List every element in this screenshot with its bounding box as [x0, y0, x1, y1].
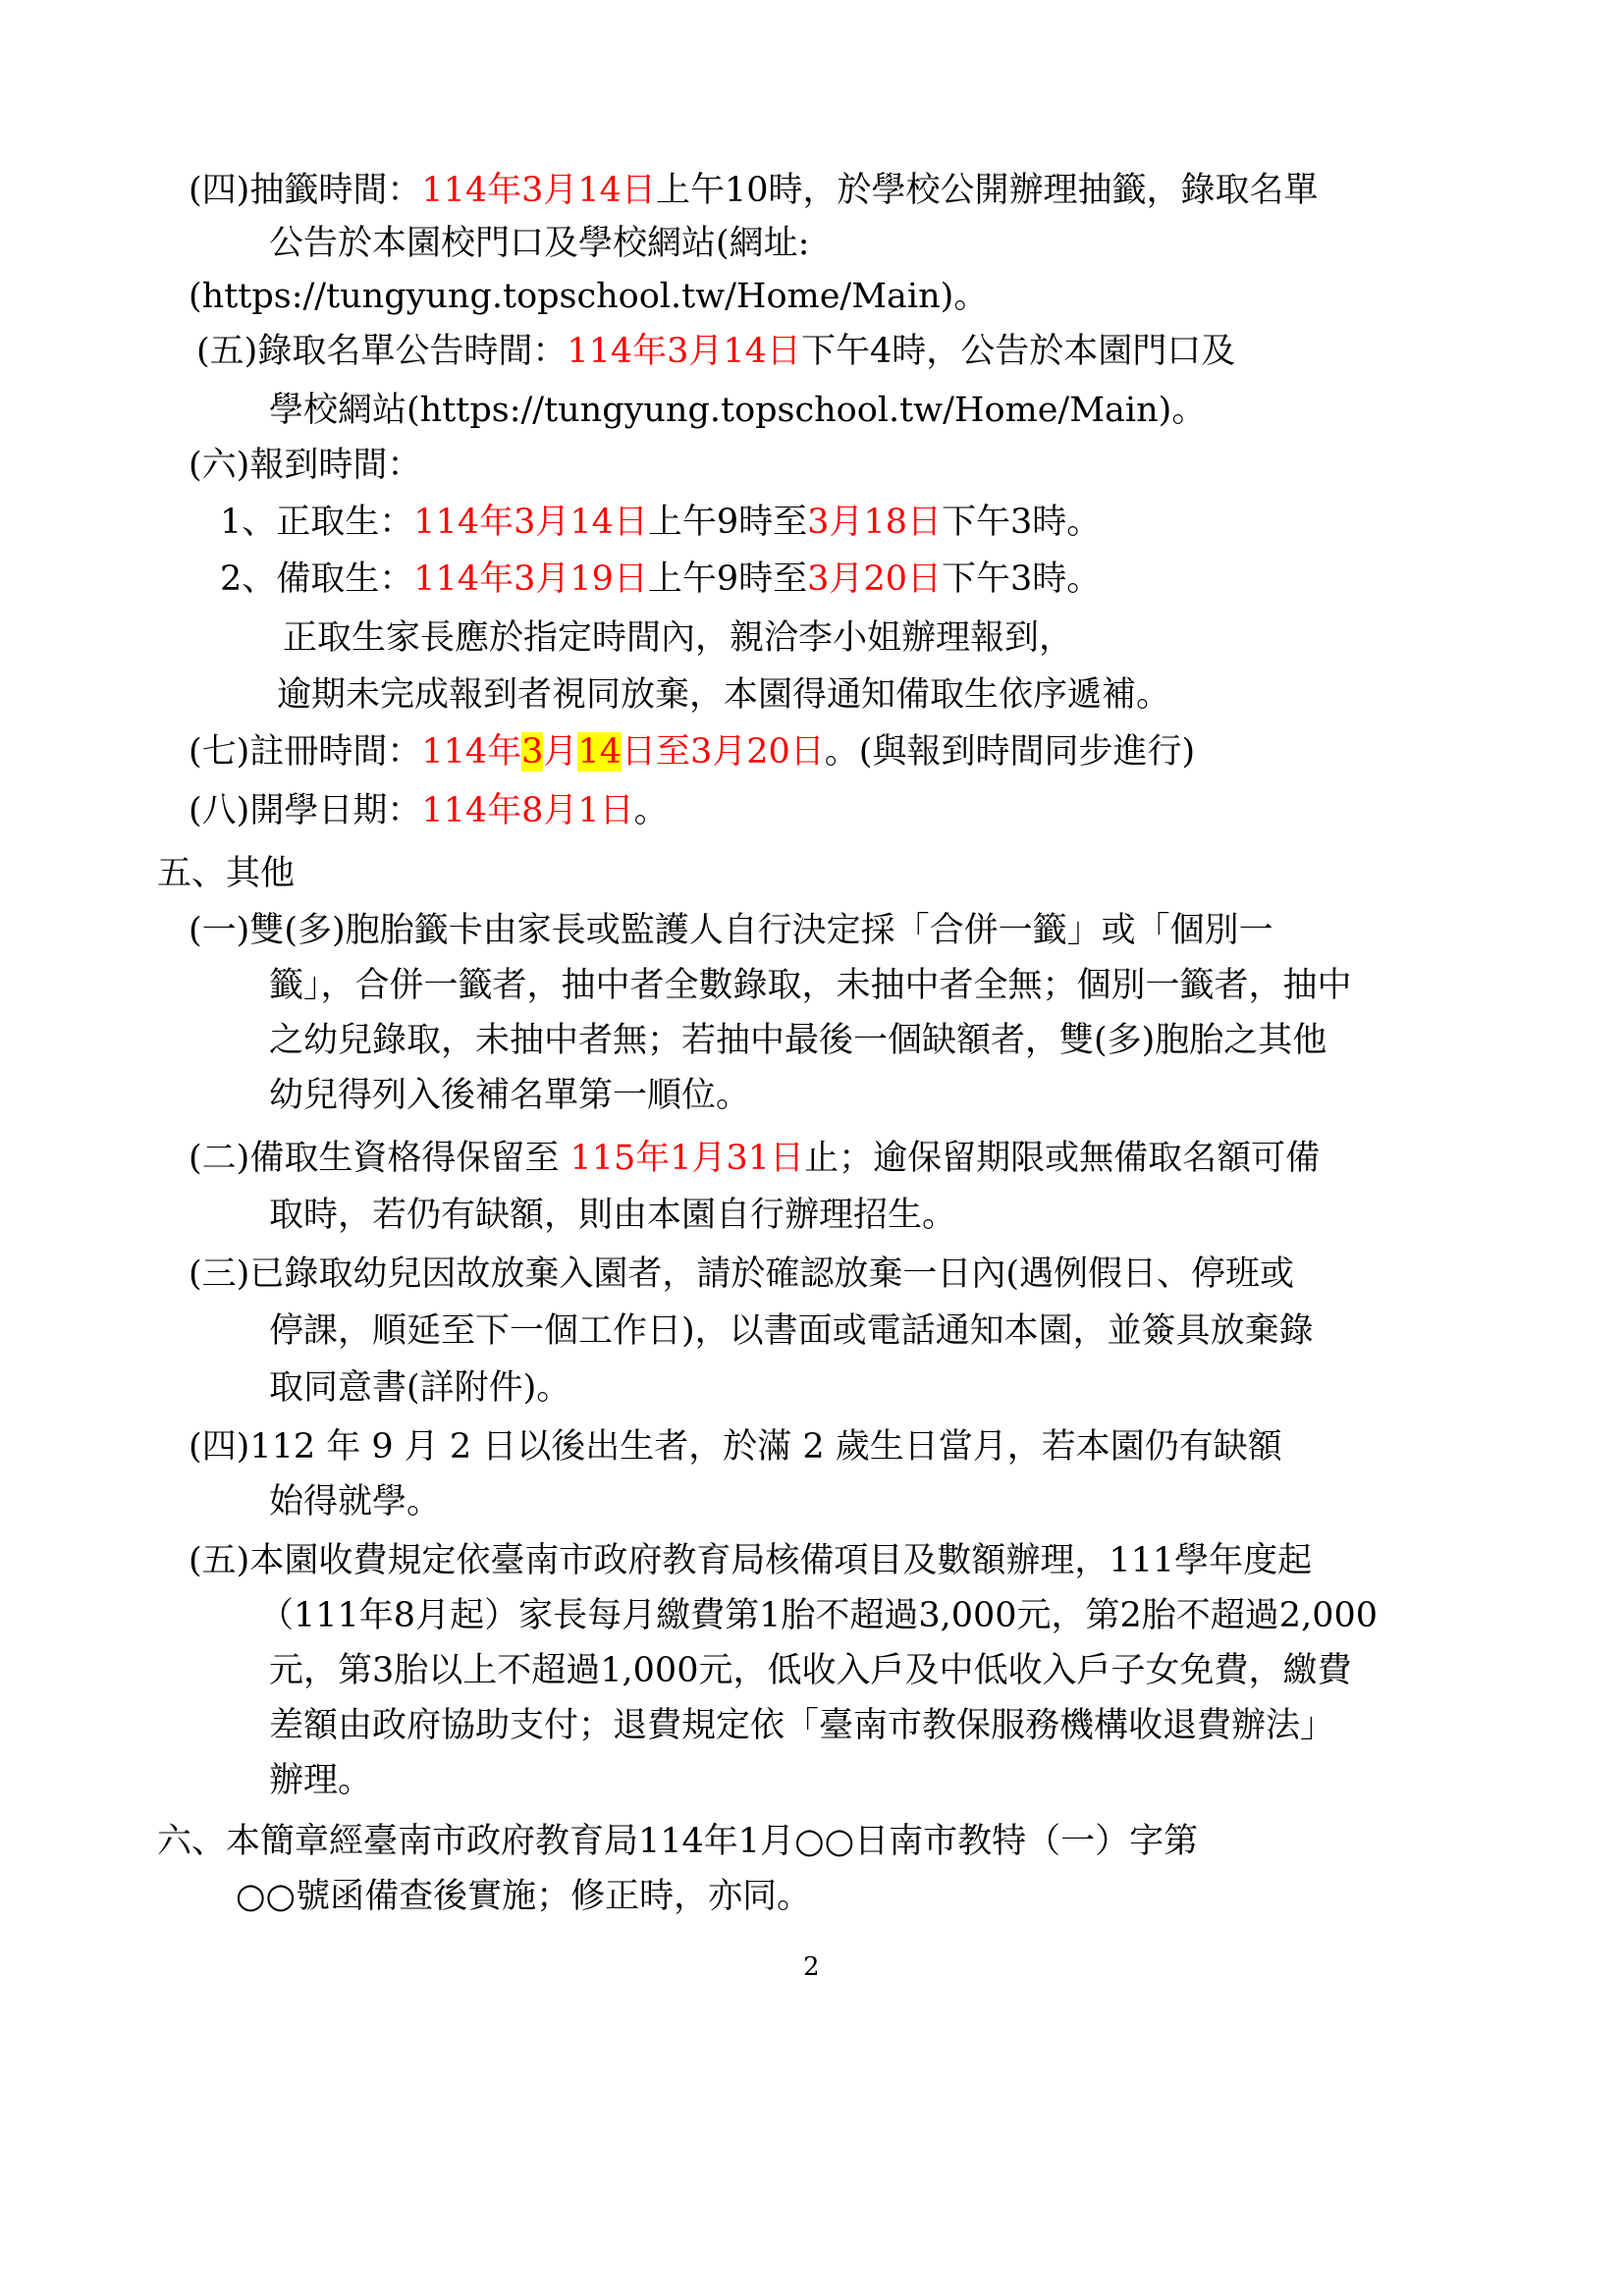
- month-char: 月: [543, 732, 578, 772]
- end-time: 下午3時。: [941, 503, 1102, 542]
- section-6-line-1: 六、本簡章經臺南市政府教育局114年1月○○日南市教特（一）字第: [157, 1822, 1199, 1861]
- fee-rule-line-2: （111年8月起）家長每月繳費第1胎不超過3,000元，第2胎不超過2,000: [259, 1596, 1379, 1635]
- twins-rule-line-4: 幼兒得列入後補名單第一順位。: [269, 1076, 751, 1115]
- twins-rule-line-3: 之幼兒錄取，未抽中者無；若抽中最後一個缺額者，雙(多)胞胎之其他: [269, 1021, 1327, 1060]
- waitlist-text-b: 止；逾保留期限或無備取名額可備: [804, 1139, 1321, 1178]
- item-label: 報到時間：: [249, 446, 422, 485]
- item-marker: (六): [189, 446, 250, 485]
- announcement-time-line-2: 學校網站(https://tungyung.topschool.tw/Home/Main)。: [269, 391, 1207, 430]
- item-marker: (一): [189, 911, 250, 950]
- item-marker: (三): [189, 1255, 250, 1294]
- fee-rule-line-4: 差額由政府協助支付；退費規定依「臺南市教保服務機構收退費辦法」: [269, 1706, 1335, 1745]
- waitlist-validity-line-1: [189, 1131, 1320, 1186]
- lottery-time-line-3: (https://tungyung.topschool.tw/Home/Main)。: [189, 277, 989, 316]
- start-date: 114年3月19日: [413, 560, 648, 599]
- waitlist-report-time: [220, 552, 1101, 607]
- lottery-time-line-2: 公告於本園校門口及學校網站(網址:: [269, 224, 810, 263]
- withdrawal-rule-line-2: 停課，順延至下一個工作日)，以書面或電話通知本園，並簽具放棄錄: [269, 1311, 1314, 1351]
- highlighted-day: 14: [577, 732, 622, 772]
- item-marker: (四): [189, 1427, 250, 1467]
- twins-rule-line-2: 籤」，合併一籤者，抽中者全數錄取，未抽中者全無；個別一籤者，抽中: [269, 966, 1352, 1005]
- section-6-line-2: ○○號函備查後實施；修正時，亦同。: [236, 1877, 812, 1916]
- item-marker: (四): [189, 171, 250, 210]
- withdrawal-rule-line-1: [189, 1247, 1294, 1302]
- item-marker: (二): [189, 1139, 250, 1178]
- report-note-line-1: 正取生家長應於指定時間內，親洽李小姐辦理報到，: [283, 618, 1074, 658]
- withdrawal-text: 已錄取幼兒因故放棄入園者，請於確認放棄一日內(遇例假日、停班或: [249, 1255, 1294, 1294]
- announcement-date: 114年3月14日: [567, 332, 801, 371]
- item-marker: (五): [189, 1541, 250, 1580]
- lottery-detail: 上午10時，於學校公開辦理抽籤，錄取名單: [655, 171, 1319, 210]
- end-date: 3月20日: [807, 560, 942, 599]
- waitlist-validity-line-2: 取時，若仍有缺額，則由本園自行辦理招生。: [269, 1196, 957, 1235]
- time-range: 上午9時至: [647, 560, 808, 599]
- registration-time-heading: [189, 438, 421, 493]
- start-date: 114年3月14日: [413, 503, 648, 542]
- age-rule-text: 112 年 9 月 2 日以後出生者，於滿 2 歲生日當月，若本園仍有缺額: [249, 1427, 1282, 1467]
- item-label: 錄取名單公告時間：: [257, 332, 568, 371]
- enrollment-time: [189, 724, 1195, 779]
- item-marker: (八): [189, 791, 250, 830]
- sub-label: 1、正取生：: [220, 503, 414, 542]
- item-marker: (七): [189, 732, 250, 772]
- enrollment-year: 114年: [421, 732, 522, 772]
- enrollment-note: 。(與報到時間同步進行): [824, 732, 1196, 772]
- fee-rule-line-3: 元，第3胎以上不超過1,000元，低收入戶及中低收入戶子女免費，繳費: [269, 1651, 1352, 1690]
- start-date: 114年8月1日: [421, 791, 634, 830]
- fee-rule-line-5: 辦理。: [269, 1761, 373, 1800]
- waitlist-deadline: 115年1月31日: [569, 1139, 805, 1178]
- item-label: 註冊時間：: [249, 732, 422, 772]
- section-5-heading: 五、其他: [157, 854, 296, 893]
- period-mark: 。: [633, 791, 669, 830]
- twins-rule-line-1: [189, 903, 1273, 958]
- waitlist-text-a: 備取生資格得保留至: [249, 1139, 570, 1178]
- end-date: 3月18日: [807, 503, 942, 542]
- lottery-time-line-1: [189, 163, 1318, 218]
- page-number: 2: [803, 1952, 820, 1982]
- age-rule-line-1: [189, 1419, 1282, 1474]
- item-marker: (五): [196, 332, 258, 371]
- time-range: 上午9時至: [647, 503, 808, 542]
- withdrawal-rule-line-3: 取同意書(詳附件)。: [269, 1368, 571, 1408]
- item-label: 抽籤時間：: [249, 171, 422, 210]
- fee-rule-line-1: [189, 1533, 1312, 1588]
- admitted-report-time: [220, 495, 1101, 550]
- announcement-detail: 下午4時，公告於本園門口及: [800, 332, 1236, 371]
- sub-label: 2、備取生：: [220, 560, 414, 599]
- announcement-time-line-1: [196, 324, 1235, 379]
- age-rule-line-2: 始得就學。: [269, 1482, 442, 1522]
- school-start-date: [189, 783, 669, 838]
- report-note-line-2: 逾期未完成報到者視同放棄，本園得通知備取生依序遞補。: [277, 675, 1171, 715]
- lottery-date: 114年3月14日: [421, 171, 656, 210]
- highlighted-month: 3: [521, 732, 544, 772]
- enrollment-range: 日至3月20日: [621, 732, 825, 772]
- fee-rule-text: 本園收費規定依臺南市政府教育局核備項目及數額辦理，111學年度起: [249, 1541, 1313, 1580]
- item-label: 開學日期：: [249, 791, 422, 830]
- end-time: 下午3時。: [941, 560, 1102, 599]
- twins-rule-text: 雙(多)胞胎籤卡由家長或監護人自行決定採「合併一籤」或「個別一: [249, 911, 1273, 950]
